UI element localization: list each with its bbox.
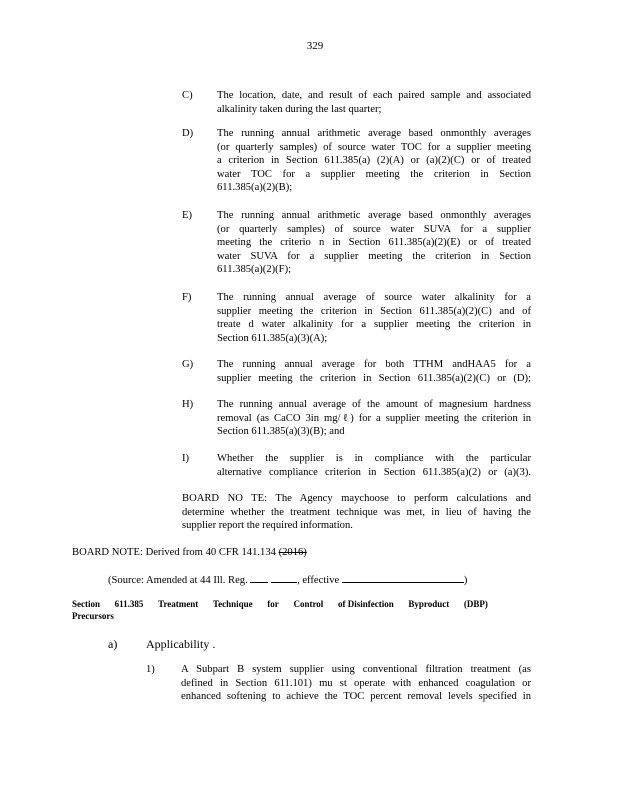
board-note-text: BOARD NOTE: Derived from 40 CFR 141.134 bbox=[72, 547, 279, 558]
item-g-line: The running annual average for both TTHM andHAA5 for a bbox=[217, 359, 531, 370]
section-heading-word: 611.385 bbox=[114, 599, 144, 609]
item-d-line: (or quarterly samples) of source water TOC for a supplier meeting bbox=[217, 141, 531, 153]
section-heading-line2: Precursors bbox=[72, 611, 114, 621]
item-d-line: a criterion in Section 611.385(a) (2)(A) or (a)(2)(C) or of treated bbox=[217, 155, 531, 167]
section-heading-word: Section bbox=[72, 599, 100, 609]
section-heading-word: Treatment bbox=[158, 599, 199, 609]
section-heading-word: of Disinfection bbox=[337, 599, 394, 609]
inner-note-line: supplier report the required information. bbox=[182, 520, 353, 532]
section-heading-word: for bbox=[267, 599, 279, 609]
item-e-letter: E) bbox=[182, 210, 192, 221]
item-f-letter: F) bbox=[182, 292, 192, 303]
item-i-line: Whether the supplier is in compliance with the particular bbox=[217, 453, 531, 464]
volume-blank bbox=[250, 572, 268, 583]
item-f-line: The running annual average of source water alkalinity for a bbox=[217, 292, 531, 303]
item-f-line: Section 611.385(a)(3)(A); bbox=[217, 332, 328, 344]
subsection-1-line: A Subpart B system supplier using conventional filtration treatment (as bbox=[181, 664, 531, 675]
item-d-line: The running annual arithmetic average based onmonthly averages bbox=[217, 128, 531, 139]
board-note bbox=[72, 546, 372, 560]
inner-note-line: BOARD NO TE: The Agency maychoose to perform calculations and bbox=[182, 493, 531, 504]
item-e-line: 611.385(a)(2)(F); bbox=[217, 264, 292, 276]
section-heading bbox=[72, 598, 488, 622]
source-line bbox=[108, 572, 498, 588]
item-e-line: (or quarterly samples) of source water SUVA for a supplier bbox=[217, 223, 531, 235]
subsection-1-line: defined in Section 611.101) mu st operate with enhanced coagulation or bbox=[181, 677, 531, 689]
item-f-line: treate d water alkalinity for a supplier meeting the criterion in bbox=[217, 319, 531, 331]
item-i-letter: I) bbox=[182, 453, 190, 464]
item-h-line: Section 611.385(a)(3)(B); and bbox=[217, 426, 345, 438]
subsection-1-text bbox=[181, 663, 531, 704]
effective-date-blank bbox=[342, 572, 464, 583]
section-heading-word: (DBP) bbox=[463, 599, 488, 609]
item-h-letter: H) bbox=[182, 399, 194, 410]
section-heading-word: Byproduct bbox=[408, 599, 450, 609]
inner-board-note bbox=[182, 492, 531, 533]
item-g-text bbox=[217, 358, 531, 385]
item-e-line: water SUVA for a supplier meeting the criterion in Section bbox=[217, 250, 531, 262]
item-c-line: alkalinity taken during the last quarter; bbox=[217, 103, 382, 115]
inner-note-line: determine whether the treatment technique was met, in lieu of having the bbox=[182, 506, 531, 518]
subsection-a-label: a) bbox=[108, 637, 118, 651]
item-h-line: removal (as CaCO 3in mg/ℓ) for a supplier meeting the criterion in bbox=[217, 412, 531, 424]
item-f-text bbox=[217, 291, 531, 345]
item-d-letter: D) bbox=[182, 128, 194, 139]
item-f-line: supplier meeting the criterion in Section 611.385(a)(2)(C) and of bbox=[217, 305, 531, 317]
subsection-a-title: Applicability . bbox=[146, 637, 216, 651]
item-c-letter: C) bbox=[182, 90, 193, 101]
item-g-line: supplier meeting the criterion in Section 611.385(a)(2)(C) or (D); bbox=[217, 372, 531, 384]
item-c-text bbox=[217, 89, 531, 116]
board-note-struck-year: (2016) bbox=[278, 547, 307, 558]
item-d-line: 611.385(a)(2)(B); bbox=[217, 182, 293, 194]
page-blank bbox=[271, 572, 297, 583]
item-i-line: alternative compliance criterion in Section 611.385(a)(2) or (a)(3). bbox=[217, 466, 531, 478]
item-i-text bbox=[217, 452, 531, 479]
section-heading-word: Control bbox=[293, 599, 324, 609]
item-e-text bbox=[217, 209, 531, 277]
item-d-text bbox=[217, 127, 531, 195]
source-suffix: ) bbox=[463, 575, 468, 586]
item-e-line: meeting the criterio n in Section 611.385(a)(2)(E) or of treated bbox=[217, 237, 531, 249]
item-h-text bbox=[217, 398, 531, 439]
item-h-line: The running annual average of the amount of magnesium hardness bbox=[217, 399, 531, 410]
subsection-1-line: enhanced softening to achieve the TOC percent removal levels specified in bbox=[181, 691, 531, 703]
subsection-1-label: 1) bbox=[146, 664, 155, 675]
section-heading-line bbox=[72, 598, 488, 610]
item-c-line: The location, date, and result of each paired sample and associated bbox=[217, 90, 531, 101]
source-middle: , effective bbox=[297, 575, 342, 586]
section-heading-word: Technique bbox=[212, 599, 253, 609]
page-number: 329 bbox=[306, 40, 324, 52]
item-e-line: The running annual arithmetic average based onmonthly averages bbox=[217, 210, 531, 221]
item-g-letter: G) bbox=[182, 359, 194, 370]
item-d-line: water TOC for a supplier meeting the criterion in Section bbox=[217, 168, 531, 180]
source-prefix: (Source: Amended at 44 Ill. Reg. bbox=[108, 575, 251, 586]
